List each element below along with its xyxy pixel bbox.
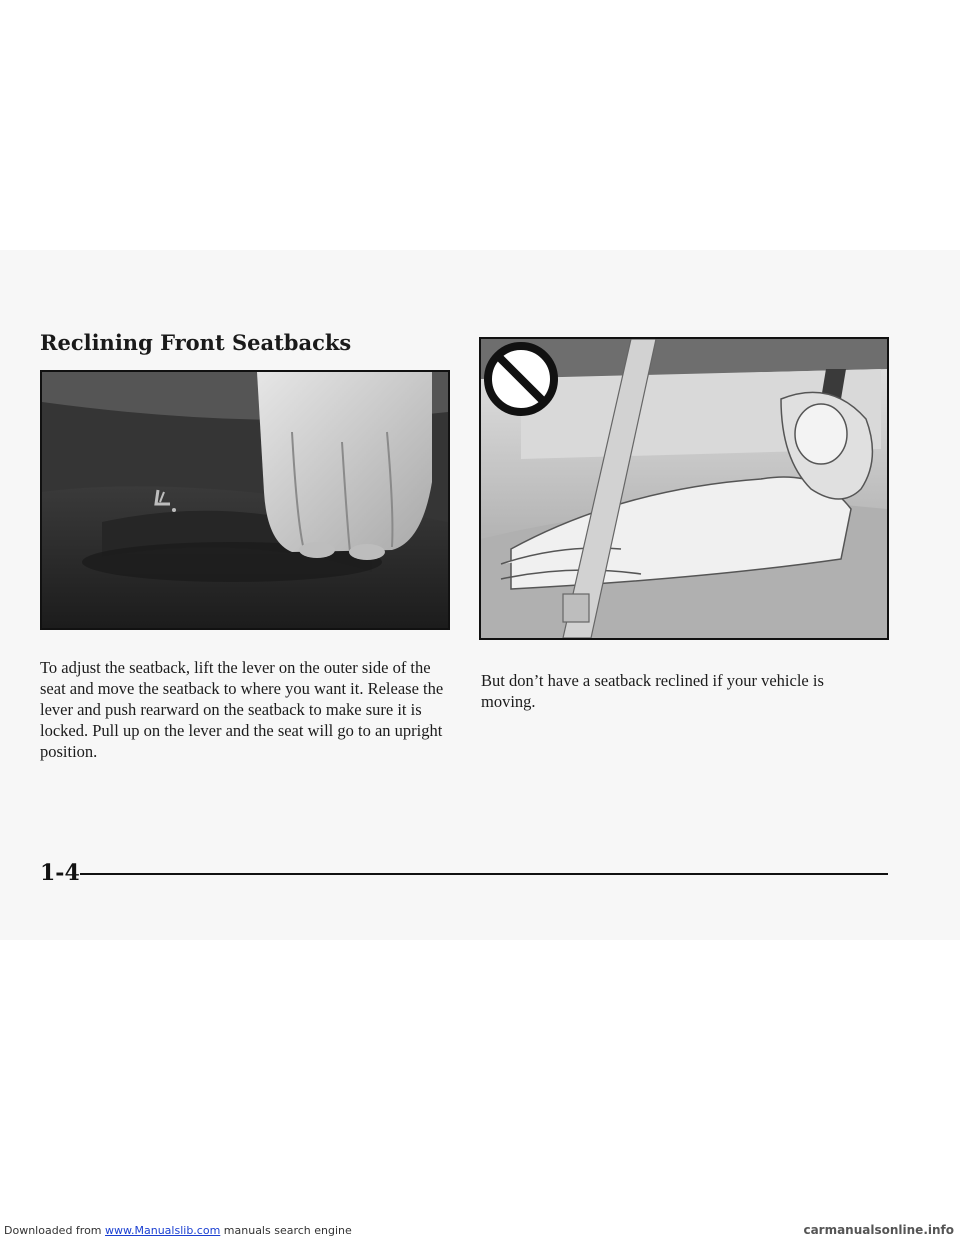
footer-prefix: Downloaded from — [4, 1224, 102, 1237]
left-paragraph: To adjust the seatback, lift the lever on the outer side of the seat and move the seatback to where you want it. Release the lever and push rearward on the seatback to make sure it is locked. Pull up on the lever and the seat will go to an upright position. — [40, 658, 444, 761]
right-paragraph: But don’t have a seatback reclined if your vehicle is moving. — [481, 671, 824, 711]
watermark: carmanualsonline.info — [803, 1223, 954, 1237]
footer-rule — [80, 873, 888, 875]
page-number: 1-4 — [40, 860, 80, 886]
seat-lever-illustration — [42, 372, 448, 628]
download-footer — [0, 1222, 960, 1242]
reclined-passenger-drawing — [481, 339, 887, 638]
reclined-passenger-illustration — [479, 337, 889, 640]
footer-source — [4, 1224, 352, 1237]
no-symbol-icon — [488, 346, 554, 412]
footer-suffix: manuals search engine — [223, 1224, 352, 1237]
seat-lever-photo — [40, 370, 450, 630]
manualslib-link[interactable]: www.Manualslib.com — [105, 1224, 221, 1237]
section-heading: Reclining Front Seatbacks — [40, 330, 352, 355]
